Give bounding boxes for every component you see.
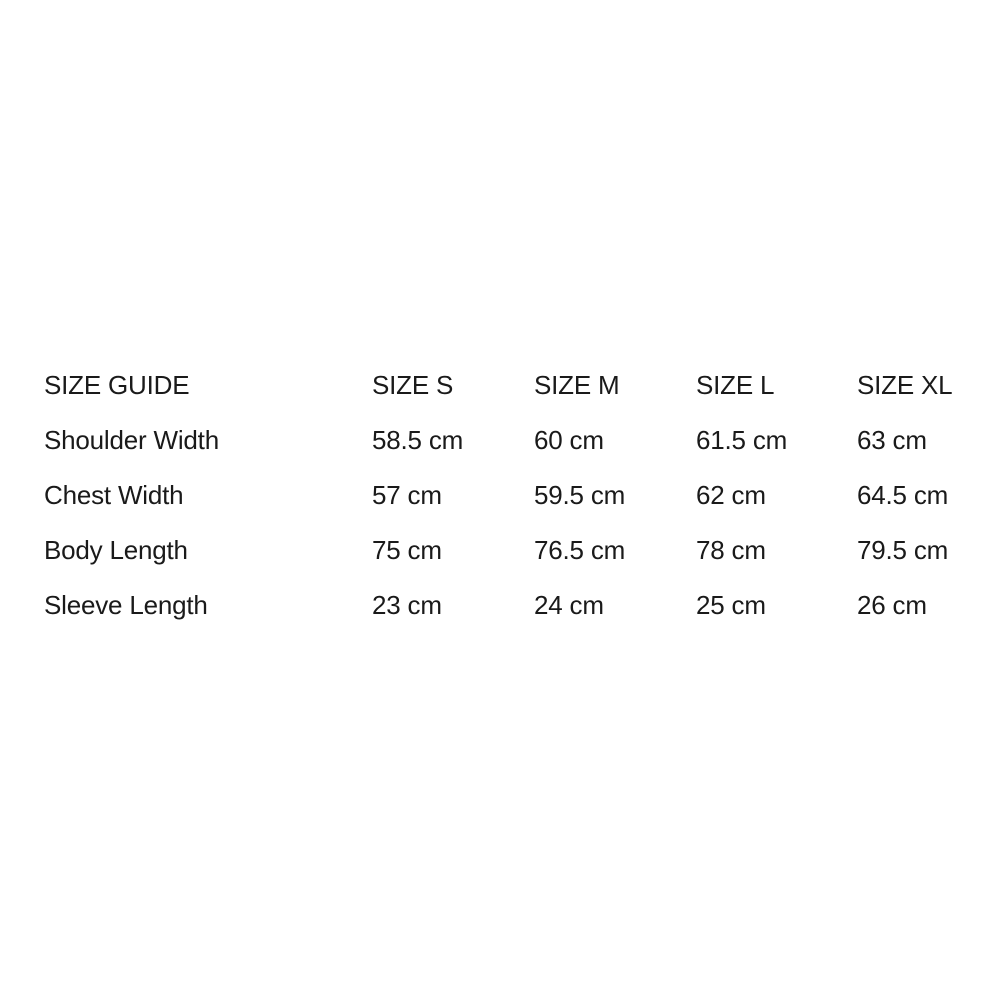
row-label-sleeve-length: Sleeve Length <box>44 590 208 620</box>
table-cell: 60 cm <box>534 425 604 455</box>
table-cell: 58.5 cm <box>372 425 464 455</box>
table-row <box>44 468 977 523</box>
table-cell: 57 cm <box>372 480 442 510</box>
table-cell: 26 cm <box>857 590 927 620</box>
table-cell: 24 cm <box>534 590 604 620</box>
table-cell: 61.5 cm <box>696 425 788 455</box>
table-title: SIZE GUIDE <box>44 370 190 400</box>
table-row <box>44 578 977 633</box>
header-row <box>44 358 977 413</box>
table-row <box>44 523 977 578</box>
row-label-chest-width: Chest Width <box>44 480 184 510</box>
table-cell: 63 cm <box>857 425 927 455</box>
table-cell: 25 cm <box>696 590 766 620</box>
table-cell: 59.5 cm <box>534 480 626 510</box>
column-header-size-l: SIZE L <box>696 370 775 400</box>
table-cell: 23 cm <box>372 590 442 620</box>
column-header-size-m: SIZE M <box>534 370 620 400</box>
table-cell: 75 cm <box>372 535 442 565</box>
table-cell: 79.5 cm <box>857 535 949 565</box>
table-cell: 62 cm <box>696 480 766 510</box>
row-label-shoulder-width: Shoulder Width <box>44 425 219 455</box>
table-cell: 76.5 cm <box>534 535 626 565</box>
table-cell: 64.5 cm <box>857 480 949 510</box>
size-guide-table <box>44 358 977 633</box>
row-label-body-length: Body Length <box>44 535 188 565</box>
column-header-size-s: SIZE S <box>372 370 454 400</box>
table-row <box>44 413 977 468</box>
column-header-size-xl: SIZE XL <box>857 370 953 400</box>
table-cell: 78 cm <box>696 535 766 565</box>
